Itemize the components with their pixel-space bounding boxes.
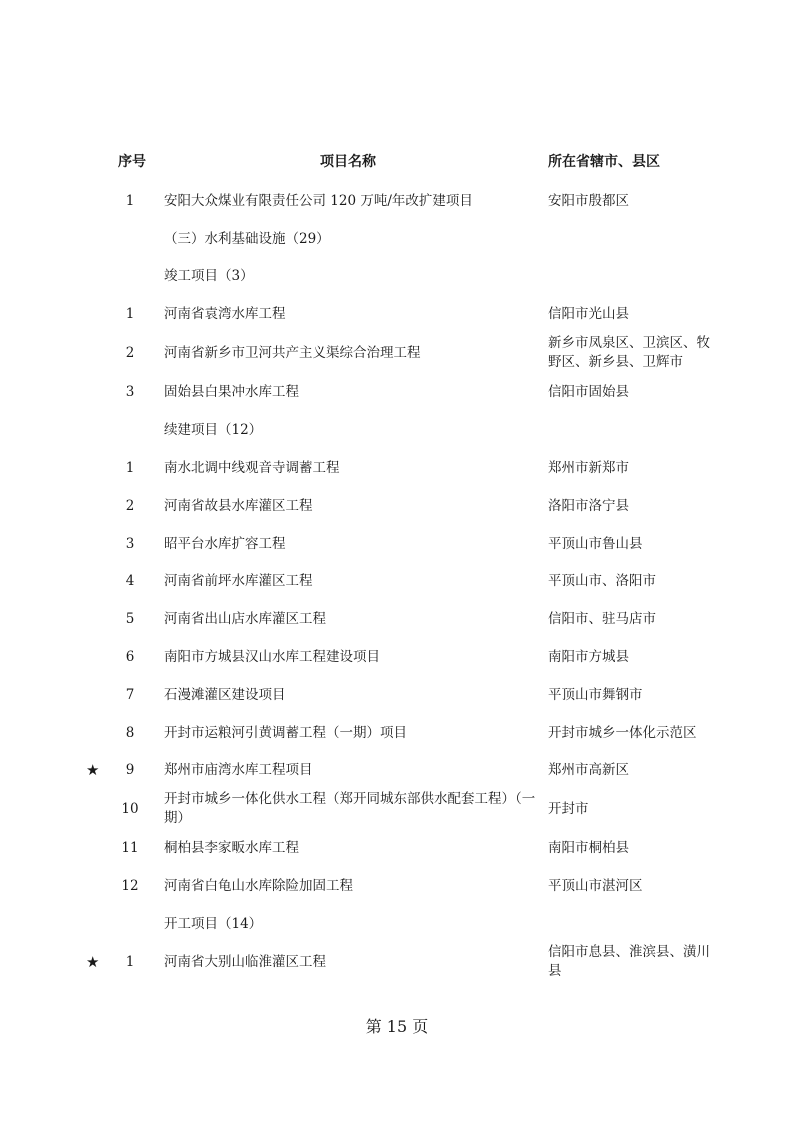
row-seq: 1 [125,306,135,322]
row-project-name: 开封市运粮河引黄调蓄工程（一期）项目 [164,725,407,741]
table-row [0,761,794,781]
table-row [0,724,794,744]
row-project-name: 河南省大别山临淮灌区工程 [164,954,326,970]
table-row [0,943,794,983]
row-region: 信阳市光山县 [548,306,629,322]
table-row [0,334,794,374]
row-seq: 11 [121,840,139,856]
row-seq: 1 [125,954,135,970]
table-row [0,610,794,630]
row-project-name: 昭平台水库扩容工程 [164,536,286,552]
row-region: 信阳市固始县 [548,384,629,400]
section-row [0,915,794,935]
row-project-name: 河南省前坪水库灌区工程 [164,573,313,589]
row-seq: 5 [125,611,135,627]
row-seq: 1 [125,460,135,476]
row-region: 信阳市息县、淮滨县、潢川县 [548,944,710,979]
table-header [0,148,794,172]
row-project-name: 固始县白果冲水库工程 [164,384,299,400]
row-seq: 7 [125,687,135,703]
row-project-name: 桐柏县李家畈水库工程 [164,840,299,856]
row-seq: 8 [125,725,135,741]
section-label: （三）水利基础设施（29） [164,231,330,247]
table-row [0,686,794,706]
section-label: 开工项目（14） [164,916,263,932]
header-name: 项目名称 [320,154,376,170]
row-region: 平顶山市鲁山县 [548,536,643,552]
page-number: 第 15 页 [365,1017,429,1036]
row-region: 平顶山市、洛阳市 [548,573,656,589]
row-seq: 9 [125,762,135,778]
row-project-name: 河南省新乡市卫河共产主义渠综合治理工程 [164,345,421,361]
table-row [0,497,794,517]
row-region: 新乡市凤泉区、卫滨区、牧野区、新乡县、卫辉市 [548,335,710,370]
row-region: 郑州市高新区 [548,762,629,778]
table-row [0,459,794,479]
row-seq: 12 [121,878,139,894]
row-region: 平顶山市舞钢市 [548,687,643,703]
section-row [0,267,794,287]
table-row [0,535,794,555]
row-region: 安阳市殷都区 [548,193,629,209]
star-icon: ★ [86,761,100,779]
row-region: 平顶山市湛河区 [548,878,643,894]
row-seq: 6 [125,649,135,665]
table-row [0,648,794,668]
row-seq: 2 [125,498,135,514]
row-project-name: 河南省白龟山水库除险加固工程 [164,878,353,894]
table-row [0,790,794,830]
row-seq: 10 [121,801,139,817]
row-project-name: 南水北调中线观音寺调蓄工程 [164,460,340,476]
row-project-name: 河南省袁湾水库工程 [164,306,286,322]
section-row [0,421,794,441]
row-seq: 3 [125,536,135,552]
row-region: 信阳市、驻马店市 [548,611,656,627]
table-row [0,572,794,592]
row-region: 南阳市桐柏县 [548,840,629,856]
row-region: 洛阳市洛宁县 [548,498,629,514]
section-label: 续建项目（12） [164,422,263,438]
header-seq: 序号 [118,154,146,170]
row-project-name: 河南省出山店水库灌区工程 [164,611,326,627]
row-seq: 1 [125,193,135,209]
section-row [0,230,794,250]
table-row [0,383,794,403]
row-seq: 3 [125,384,135,400]
row-project-name: 石漫滩灌区建设项目 [164,687,286,703]
row-project-name: 安阳大众煤业有限责任公司 120 万吨/年改扩建项目 [164,193,473,209]
star-icon: ★ [86,953,100,971]
row-project-name: 郑州市庙湾水库工程项目 [164,762,313,778]
table-row [0,877,794,897]
row-seq: 4 [125,573,135,589]
header-region: 所在省辖市、县区 [548,154,660,170]
table-row [0,305,794,325]
row-seq: 2 [125,345,135,361]
row-project-name: 开封市城乡一体化供水工程（郑开同城东部供水配套工程）（一期） [164,791,536,826]
section-label: 竣工项目（3） [164,268,254,284]
table-row [0,839,794,859]
row-region: 郑州市新郑市 [548,460,629,476]
row-region: 开封市城乡一体化示范区 [548,725,697,741]
table-row [0,192,794,212]
row-region: 南阳市方城县 [548,649,629,665]
row-project-name: 河南省故县水库灌区工程 [164,498,313,514]
row-region: 开封市 [548,801,589,817]
row-project-name: 南阳市方城县汉山水库工程建设项目 [164,649,380,665]
